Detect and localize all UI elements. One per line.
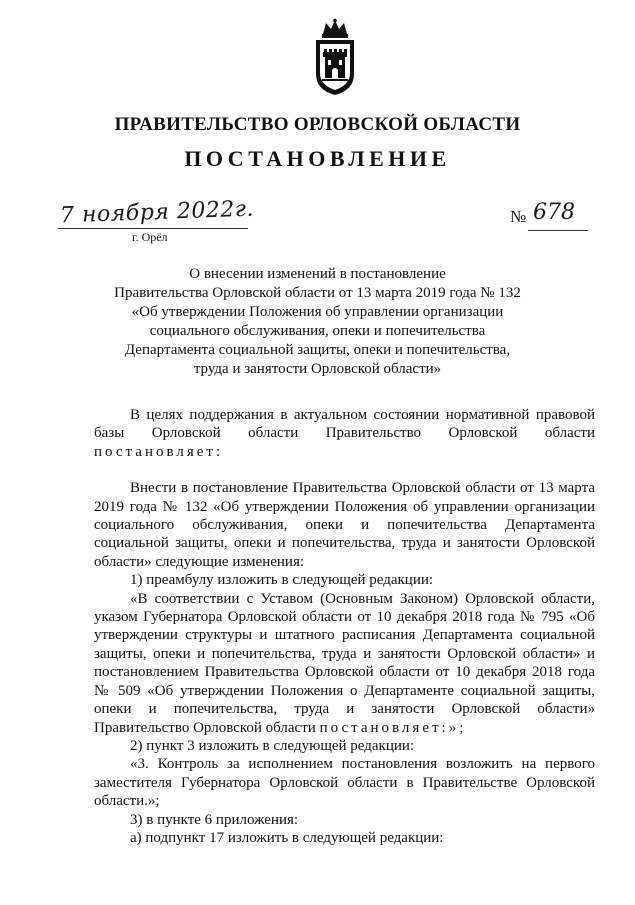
preamble-new-body: «В соответствии с Уставом (Основным Законом) Орловской области, указом Губернатора Орловской области от 10 декабря 2018 года № 795 «Об утверждении структуры и штатного расписания Департамента социальной защиты, опеки и попечительства, труда и занятости Орловской области» и постановлением Правительства Орловской области от 10 декабря 2018 года № 509 «Об утверждении Положения о Департаменте социальной защиты, опеки и попечительства, труда и занятости Орловской области» Правительство Орловской области bbox=[94, 590, 595, 736]
title-line: труда и занятости Орловской области» bbox=[193, 361, 442, 377]
item-3-new-text: «3. Контроль за исполнением постановления возложить на первого заместителя Губернатора Орловской области в Правительстве Орловской области.»; bbox=[94, 756, 595, 810]
city-label: г. Орёл bbox=[132, 230, 168, 244]
handwritten-date: 7 ноября 2022г. bbox=[59, 196, 255, 229]
subitem-a: а) подпункт 17 изложить в следующей редакции: bbox=[130, 829, 444, 846]
document-body bbox=[94, 406, 595, 847]
number-underline bbox=[528, 230, 588, 231]
resolves-word: постановляет: bbox=[94, 443, 224, 460]
item-3: 3) в пункте 6 приложения: bbox=[130, 811, 299, 828]
title-line: «Об утверждении Положения об управлении организации bbox=[131, 304, 504, 320]
item-1: 1) преамбулу изложить в следующей редакции: bbox=[130, 572, 434, 589]
resolves-word-quoted: постановляет:»; bbox=[319, 719, 467, 736]
title-line: социального обслуживания, опеки и попечительства bbox=[149, 323, 486, 339]
preamble-text: В целях поддержания в актуальном состоянии нормативной правовой базы Орловской области Правительство Орловской области bbox=[94, 407, 595, 442]
main-paragraph: Внести в постановление Правительства Орловской области от 13 марта 2019 года № 132 «Об утверждении Положения об управлении организации социального обслуживания, опеки и попечительства Департамента социальной защиты, опеки и попечительства, труда и занятости Орловской области» следующие изменения: bbox=[94, 480, 595, 570]
preamble-new-text bbox=[94, 590, 595, 737]
document-title bbox=[90, 265, 545, 379]
handwritten-number: 678 bbox=[533, 200, 575, 225]
coat-of-arms-icon bbox=[312, 18, 358, 96]
document-type: ПОСТАНОВЛЕНИЕ bbox=[184, 146, 451, 171]
title-line: Департамента социальной защиты, опеки и попечительства, bbox=[124, 342, 511, 358]
title-line: Правительства Орловской области от 13 марта 2019 года № 132 bbox=[114, 285, 521, 301]
item-2: 2) пункт 3 изложить в следующей редакции: bbox=[130, 737, 415, 754]
organization-name: ПРАВИТЕЛЬСТВО ОРЛОВСКОЙ ОБЛАСТИ bbox=[114, 114, 521, 135]
preamble-paragraph bbox=[94, 406, 595, 461]
number-sign: № bbox=[510, 207, 527, 226]
date-underline bbox=[58, 228, 248, 229]
title-line: О внесении изменений в постановление bbox=[189, 266, 446, 282]
